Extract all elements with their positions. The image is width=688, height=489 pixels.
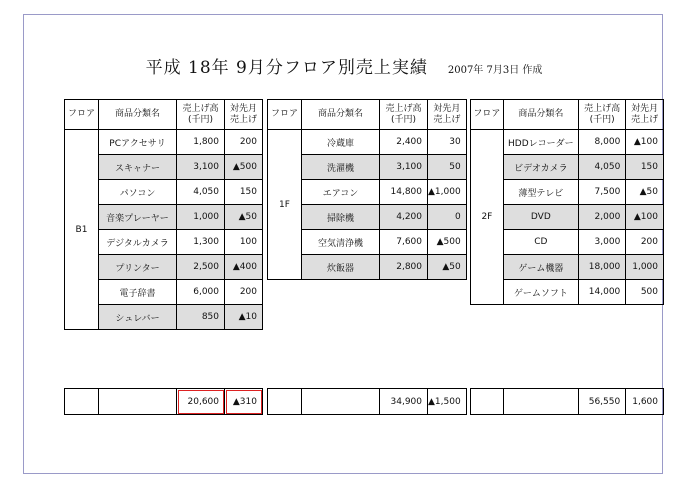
sales-cell: 3,100 [177, 155, 225, 180]
sales-cell: 7,600 [380, 230, 428, 255]
total-table-1f [267, 388, 467, 415]
sales-cell: 4,200 [380, 205, 428, 230]
category-cell: 洗濯機 [302, 155, 380, 180]
header-floor: フロア [471, 100, 504, 130]
header-category: 商品分類名 [99, 100, 177, 130]
total-table-2f [470, 388, 664, 415]
sales-cell: 2,500 [177, 255, 225, 280]
total-diff: 1,600 [626, 389, 664, 415]
diff-cell: ▲100 [626, 130, 664, 155]
sales-cell: 2,800 [380, 255, 428, 280]
total-label-blank [503, 389, 578, 415]
sales-cell: 850 [177, 305, 225, 330]
total-sales: 56,550 [578, 389, 626, 415]
table-header-row [471, 100, 664, 130]
diff-cell: 150 [626, 155, 664, 180]
total-row-b1 [64, 388, 263, 415]
sales-cell: 6,000 [177, 280, 225, 305]
header-sales-line2: (千円) [589, 114, 615, 125]
total-label-blank [302, 389, 380, 415]
header-diff [225, 100, 263, 130]
sales-cell: 7,500 [578, 180, 625, 205]
diff-cell: 200 [225, 280, 263, 305]
table-header-row [268, 100, 467, 130]
created-date: 2007年 7月3日 作成 [447, 65, 543, 76]
total-floor-blank [268, 389, 302, 415]
category-cell: HDDレコーダー [503, 130, 578, 155]
header-diff-line2: 売上げ [433, 114, 461, 125]
table-row [268, 130, 467, 155]
total-sales: 20,600 [177, 389, 225, 415]
floor-table-1f [267, 99, 467, 280]
page-title: 平成 18年 9月分フロア別売上実績 [145, 58, 428, 78]
header-sales-line2: (千円) [390, 114, 417, 125]
table-row [65, 389, 263, 415]
header-floor: フロア [65, 100, 99, 130]
diff-cell: 0 [428, 205, 467, 230]
header-floor: フロア [268, 100, 302, 130]
sales-cell: 3,100 [380, 155, 428, 180]
header-diff-line1: 対先月 [433, 104, 461, 115]
category-cell: PCアクセサリ [99, 130, 177, 155]
diff-cell: 1,000 [626, 255, 664, 280]
category-cell: ゲーム機器 [503, 255, 578, 280]
total-label-blank [99, 389, 177, 415]
header-sales-line1: 売上げ高 [385, 104, 422, 115]
header-sales [177, 100, 225, 130]
diff-cell: ▲50 [428, 255, 467, 280]
header-category: 商品分類名 [503, 100, 578, 130]
sales-cell: 2,400 [380, 130, 428, 155]
diff-cell: 50 [428, 155, 467, 180]
category-cell: シュレバー [99, 305, 177, 330]
header-diff-line1: 対先月 [631, 104, 659, 115]
diff-cell: 200 [225, 130, 263, 155]
category-cell: パソコン [99, 180, 177, 205]
table-b1 [64, 99, 263, 330]
category-cell: 薄型テレビ [503, 180, 578, 205]
floor-table-b1 [64, 99, 263, 330]
header-diff-line1: 対先月 [229, 104, 257, 115]
sales-cell: 8,000 [578, 130, 625, 155]
total-diff: ▲310 [225, 389, 263, 415]
header-diff-line2: 売上げ [229, 114, 257, 125]
sales-cell: 1,800 [177, 130, 225, 155]
sales-cell: 4,050 [177, 180, 225, 205]
diff-cell: ▲50 [225, 205, 263, 230]
floor-label-b1: B1 [65, 130, 99, 330]
header-sales [380, 100, 428, 130]
category-cell: プリンター [99, 255, 177, 280]
table-1f [267, 99, 467, 280]
category-cell: ゲームソフト [503, 280, 578, 305]
sales-cell: 14,000 [578, 280, 625, 305]
diff-cell: ▲400 [225, 255, 263, 280]
total-diff: ▲1,500 [428, 389, 467, 415]
category-cell: スキャナー [99, 155, 177, 180]
sales-cell: 14,800 [380, 180, 428, 205]
category-cell: DVD [503, 205, 578, 230]
total-floor-blank [65, 389, 99, 415]
table-row [268, 389, 467, 415]
header-category: 商品分類名 [302, 100, 380, 130]
table-header-row [65, 100, 263, 130]
category-cell: 冷蔵庫 [302, 130, 380, 155]
header-sales-line2: (千円) [187, 114, 214, 125]
floor-label-2f: 2F [471, 130, 504, 305]
floor-label-1f: 1F [268, 130, 302, 280]
category-cell: 炊飯器 [302, 255, 380, 280]
category-cell: 掃除機 [302, 205, 380, 230]
sales-cell: 2,000 [578, 205, 625, 230]
sales-cell: 1,000 [177, 205, 225, 230]
category-cell: CD [503, 230, 578, 255]
header-diff [428, 100, 467, 130]
table-row [471, 389, 664, 415]
sales-cell: 1,300 [177, 230, 225, 255]
category-cell: 電子辞書 [99, 280, 177, 305]
table-2f [470, 99, 664, 305]
header-diff [626, 100, 664, 130]
sales-cell: 3,000 [578, 230, 625, 255]
total-table-b1 [64, 388, 263, 415]
total-sales: 34,900 [380, 389, 428, 415]
category-cell: エアコン [302, 180, 380, 205]
document-page [23, 14, 663, 474]
diff-cell: 200 [626, 230, 664, 255]
total-row-2f [470, 388, 664, 415]
header-sales [578, 100, 625, 130]
title-row [24, 53, 664, 78]
total-row-1f [267, 388, 467, 415]
sales-cell: 18,000 [578, 255, 625, 280]
category-cell: デジタルカメラ [99, 230, 177, 255]
diff-cell: ▲500 [428, 230, 467, 255]
table-row [65, 130, 263, 155]
header-sales-line1: 売上げ高 [584, 104, 621, 115]
category-cell: 音楽プレーヤー [99, 205, 177, 230]
diff-cell: ▲500 [225, 155, 263, 180]
diff-cell: ▲10 [225, 305, 263, 330]
table-row [471, 130, 664, 155]
diff-cell: 500 [626, 280, 664, 305]
diff-cell: ▲50 [626, 180, 664, 205]
diff-cell: 150 [225, 180, 263, 205]
diff-cell: ▲100 [626, 205, 664, 230]
header-sales-line1: 売上げ高 [182, 104, 219, 115]
diff-cell: 100 [225, 230, 263, 255]
total-floor-blank [471, 389, 504, 415]
diff-cell: ▲1,000 [428, 180, 467, 205]
category-cell: 空気清浄機 [302, 230, 380, 255]
category-cell: ビデオカメラ [503, 155, 578, 180]
sales-cell: 4,050 [578, 155, 625, 180]
header-diff-line2: 売上げ [631, 114, 659, 125]
diff-cell: 30 [428, 130, 467, 155]
floor-table-2f [470, 99, 664, 305]
